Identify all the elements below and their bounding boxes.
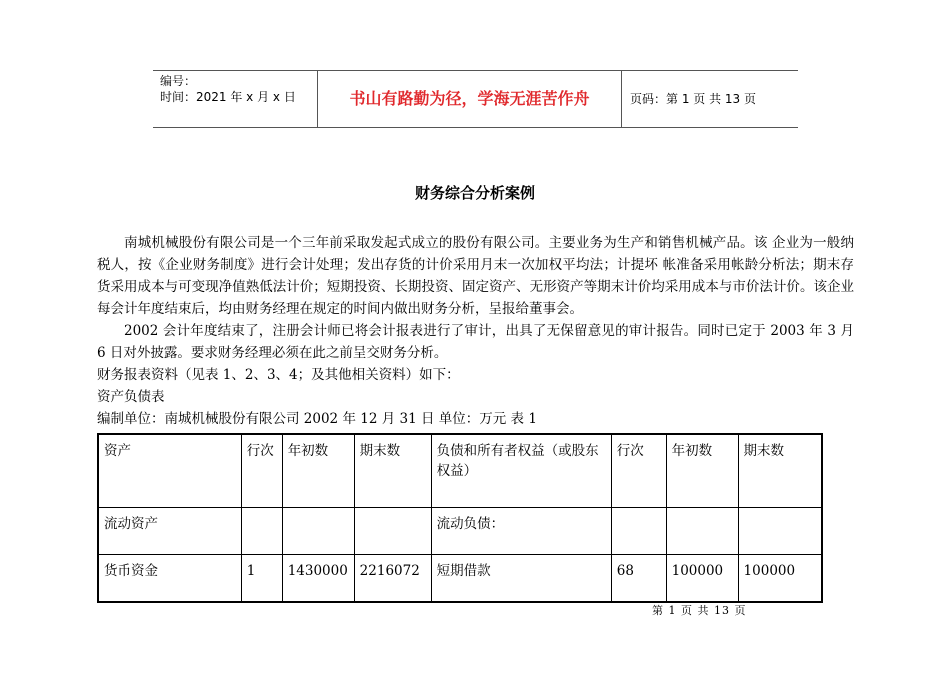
table-cell: 流动负债： (431, 508, 611, 555)
table-cell: 2216072 (354, 555, 431, 603)
table-cell (738, 508, 822, 555)
table-cell: 1 (241, 555, 282, 603)
table-header-cell: 期末数 (738, 434, 822, 508)
table-caption: 资产负债表 (97, 389, 165, 405)
time-label: 时间：2021 年 x 月 x 日 (160, 90, 296, 104)
page-info: 页码：第 1 页 共 13 页 (630, 92, 756, 106)
table-cell: 货币资金 (98, 555, 241, 603)
document-body (97, 232, 854, 430)
table-header-cell: 行次 (241, 434, 282, 508)
table-cell (354, 508, 431, 555)
document-header (153, 70, 798, 128)
table-cell: 1430000 (282, 555, 354, 603)
table-cell: 100000 (738, 555, 822, 603)
table-cell: 短期借款 (431, 555, 611, 603)
paragraph-audit: 2002 会计年度结束了，注册会计师已将会计报表进行了审计，出具了无保留意见的审计报告。同时已定于 2003 年 3 月 6 日对外披露。要求财务经理必须在此之前呈交财务分析。 (97, 323, 854, 361)
table-cell: 100000 (666, 555, 738, 603)
data-source-line: 财务报表资料（见表 1、2、3、4；及其他相关资料）如下： (97, 367, 460, 383)
table-header-cell: 年初数 (666, 434, 738, 508)
table-cell: 流动资产 (98, 508, 241, 555)
paragraph-intro: 南城机械股份有限公司是一个三年前采取发起式成立的股份有限公司。主要业务为生产和销售机械产品。该 企业为一般纳税人，按《企业财务制度》进行会计处理；发出存货的计价采用月末一次加权平均法；计提坏 帐准备采用帐龄分析法；期末存货采用成本与可变现净值熟低法计价；短期投资、长期投资、固定资产、无形资产等期末计价均采用成本与市价法计价。该企业每会计年度结束后，均由财务经理在规定的时间内做出财务分析，呈报给董事会。 (97, 235, 854, 317)
table-header-cell: 负债和所有者权益（或股东权益） (431, 434, 611, 508)
header-meta (153, 71, 317, 127)
table-cell: 68 (611, 555, 666, 603)
code-label: 编号： (160, 74, 197, 88)
table-cell (241, 508, 282, 555)
balance-sheet-table (97, 433, 823, 603)
table-header-cell: 行次 (611, 434, 666, 508)
table-cell (282, 508, 354, 555)
table-header-cell: 资产 (98, 434, 241, 508)
table-row (98, 508, 822, 555)
table-cell (666, 508, 738, 555)
table-header-cell: 年初数 (282, 434, 354, 508)
table-header-row (98, 434, 822, 508)
page-footer: 第 1 页 共 13 页 (652, 604, 747, 617)
table-cell (611, 508, 666, 555)
table-row (98, 555, 822, 603)
motto: 书山有路勤为径，学海无涯苦作舟 (317, 71, 622, 127)
table-unit-line: 编制单位：南城机械股份有限公司 2002 年 12 月 31 日 单位：万元 表 1 (97, 411, 537, 427)
table-header-cell: 期末数 (354, 434, 431, 508)
document-title: 财务综合分析案例 (414, 184, 535, 202)
